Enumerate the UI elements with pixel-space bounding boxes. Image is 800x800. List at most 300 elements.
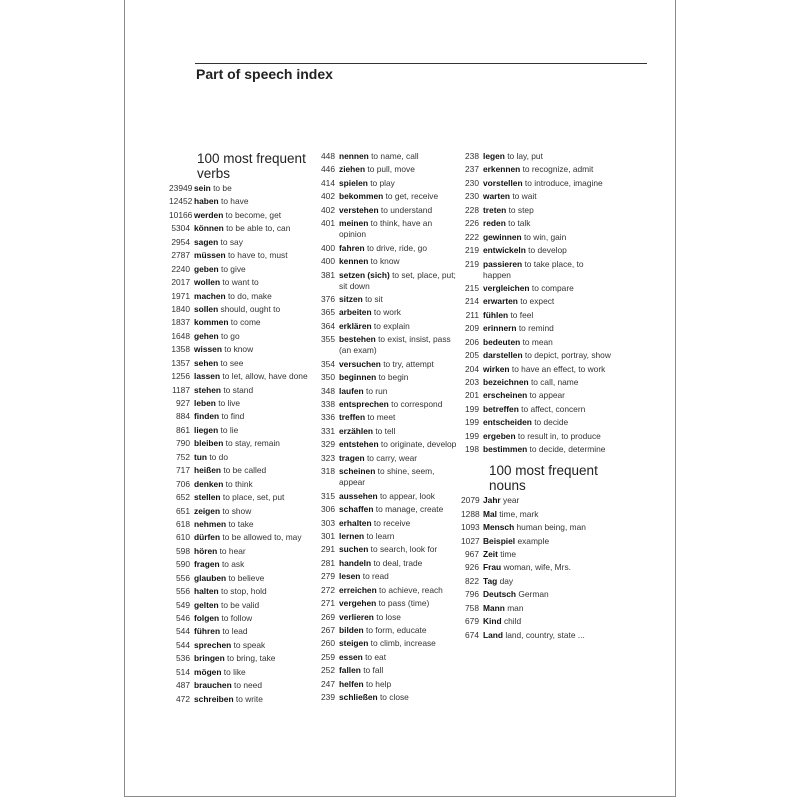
meaning: to close bbox=[379, 692, 409, 703]
frequency-rank: 1027 bbox=[461, 535, 480, 546]
index-entry bbox=[317, 256, 461, 267]
index-entry bbox=[461, 589, 611, 600]
index-entry bbox=[317, 294, 461, 305]
frequency-rank: 1357 bbox=[171, 357, 190, 368]
frequency-rank: 796 bbox=[465, 589, 479, 600]
index-entry bbox=[169, 546, 317, 557]
headword: schreiben bbox=[194, 693, 234, 704]
meaning: to remind bbox=[518, 323, 554, 334]
entry-definition bbox=[339, 256, 461, 267]
frequency-rank: 209 bbox=[465, 323, 479, 334]
entry-definition bbox=[339, 243, 461, 254]
headword: lesen bbox=[339, 571, 361, 582]
meaning: should, ought to bbox=[220, 303, 281, 314]
index-entry bbox=[169, 385, 317, 396]
entry-definition bbox=[194, 573, 317, 584]
entry-definition bbox=[339, 372, 461, 383]
headword: bringen bbox=[194, 653, 225, 664]
entry-definition bbox=[194, 613, 317, 624]
headword: betreffen bbox=[483, 403, 519, 414]
frequency-rank: 215 bbox=[465, 282, 479, 293]
frequency-rank: 23949 bbox=[169, 183, 193, 193]
frequency-rank: 1971 bbox=[171, 290, 190, 301]
meaning: to begin bbox=[378, 372, 409, 383]
verb-list-3 bbox=[461, 151, 611, 455]
index-entry bbox=[461, 549, 611, 560]
frequency-rank: 2079 bbox=[461, 495, 480, 506]
frequency-rank: 271 bbox=[321, 598, 335, 609]
headword: essen bbox=[339, 651, 363, 662]
headword: erhalten bbox=[339, 517, 372, 528]
meaning: to come bbox=[230, 317, 261, 328]
verb-list-2 bbox=[317, 151, 461, 703]
headword: denken bbox=[194, 478, 224, 489]
headword: aussehen bbox=[339, 490, 378, 501]
headword: werden bbox=[194, 209, 224, 220]
meaning: to name, call bbox=[371, 151, 419, 161]
frequency-rank: 926 bbox=[465, 562, 479, 573]
meaning: child bbox=[503, 616, 522, 627]
index-entry bbox=[461, 364, 611, 375]
frequency-rank: 544 bbox=[176, 639, 190, 650]
entry-definition bbox=[339, 270, 461, 292]
headword: sprechen bbox=[194, 639, 232, 650]
column-3 bbox=[461, 151, 611, 643]
entry-definition bbox=[194, 479, 317, 490]
entry-definition bbox=[339, 178, 461, 189]
entry-definition bbox=[194, 398, 317, 409]
headword: fahren bbox=[339, 242, 365, 253]
meaning: to appear, look bbox=[379, 490, 435, 501]
headword: hören bbox=[194, 545, 218, 556]
meaning: to ask bbox=[221, 559, 245, 570]
frequency-rank: 219 bbox=[465, 245, 479, 256]
meaning: to pass (time) bbox=[378, 598, 430, 609]
meaning: to pull, move bbox=[367, 164, 415, 175]
frequency-rank: 205 bbox=[465, 350, 479, 361]
entry-definition bbox=[339, 558, 461, 569]
headword: stellen bbox=[194, 492, 221, 503]
headword: Tag bbox=[483, 575, 498, 586]
index-entry bbox=[169, 344, 317, 355]
frequency-rank: 400 bbox=[321, 256, 335, 267]
entry-definition bbox=[339, 218, 461, 240]
headword: wissen bbox=[194, 344, 222, 355]
index-entry bbox=[317, 638, 461, 649]
headword: fühlen bbox=[483, 309, 509, 320]
headword: halten bbox=[194, 586, 219, 597]
frequency-rank: 199 bbox=[465, 417, 479, 428]
meaning: to understand bbox=[380, 204, 433, 215]
meaning: to manage, create bbox=[375, 504, 444, 515]
entry-definition bbox=[483, 283, 611, 294]
meaning: to decide bbox=[534, 417, 569, 428]
index-entry bbox=[461, 232, 611, 243]
frequency-rank: 355 bbox=[321, 334, 335, 345]
entry-definition bbox=[339, 665, 461, 676]
headword: tun bbox=[194, 451, 208, 462]
index-entry bbox=[169, 277, 317, 288]
headword: führen bbox=[194, 626, 221, 637]
index-entry bbox=[169, 667, 317, 678]
headword: erwarten bbox=[483, 296, 518, 307]
entry-definition bbox=[483, 364, 611, 375]
entry-definition bbox=[194, 291, 317, 302]
meaning: example bbox=[517, 535, 550, 546]
headword: bestimmen bbox=[483, 444, 528, 455]
meaning: to be valid bbox=[221, 599, 260, 610]
entry-definition bbox=[194, 223, 317, 234]
meaning: to search, look for bbox=[370, 544, 438, 555]
index-entry bbox=[169, 371, 317, 382]
entry-definition bbox=[194, 653, 317, 664]
index-entry bbox=[169, 680, 317, 691]
frequency-rank: 1288 bbox=[461, 508, 480, 519]
headword: nehmen bbox=[194, 518, 227, 529]
index-entry bbox=[461, 417, 611, 428]
frequency-rank: 260 bbox=[321, 638, 335, 649]
meaning: to stop, hold bbox=[221, 586, 267, 597]
headword: Mal bbox=[483, 508, 497, 519]
headword: Mann bbox=[483, 602, 505, 613]
entry-definition bbox=[194, 452, 317, 463]
meaning: to like bbox=[223, 666, 246, 677]
index-entry bbox=[317, 439, 461, 450]
index-entry bbox=[317, 386, 461, 397]
headword: finden bbox=[194, 411, 220, 422]
index-entry bbox=[317, 412, 461, 423]
entry-definition bbox=[483, 337, 611, 348]
frequency-rank: 674 bbox=[465, 629, 479, 640]
frequency-rank: 2017 bbox=[171, 277, 190, 288]
frequency-rank: 306 bbox=[321, 504, 335, 515]
index-entry bbox=[169, 304, 317, 315]
frequency-rank: 338 bbox=[321, 399, 335, 409]
entry-definition bbox=[194, 626, 317, 637]
headword: fallen bbox=[339, 665, 361, 676]
meaning: to bring, take bbox=[227, 653, 276, 664]
entry-definition bbox=[483, 296, 611, 307]
index-entry bbox=[169, 411, 317, 422]
frequency-rank: 549 bbox=[176, 599, 190, 610]
index-entry bbox=[461, 296, 611, 307]
entry-definition bbox=[194, 600, 317, 611]
headword: gehen bbox=[194, 330, 219, 341]
entry-definition bbox=[339, 679, 461, 690]
entry-definition bbox=[194, 519, 317, 530]
frequency-rank: 706 bbox=[176, 478, 190, 489]
meaning: German bbox=[518, 589, 549, 600]
frequency-rank: 252 bbox=[321, 665, 335, 676]
meaning: to wait bbox=[512, 191, 537, 202]
headword: Mensch bbox=[483, 522, 515, 533]
entry-definition bbox=[194, 317, 317, 328]
meaning: to meet bbox=[367, 412, 396, 423]
headword: darstellen bbox=[483, 350, 523, 361]
frequency-rank: 556 bbox=[176, 572, 190, 583]
index-entry bbox=[317, 399, 461, 410]
frequency-rank: 237 bbox=[465, 164, 479, 175]
frequency-rank: 350 bbox=[321, 372, 335, 383]
frequency-rank: 348 bbox=[321, 385, 335, 396]
entry-definition bbox=[194, 640, 317, 651]
entry-definition bbox=[194, 411, 317, 422]
headword: laufen bbox=[339, 385, 364, 396]
index-entry bbox=[317, 453, 461, 464]
index-entry bbox=[461, 323, 611, 334]
meaning: to deal, trade bbox=[373, 557, 423, 568]
index-entry bbox=[461, 495, 611, 506]
meaning: to follow bbox=[221, 613, 253, 623]
frequency-rank: 198 bbox=[465, 444, 479, 455]
meaning: to eat bbox=[365, 651, 387, 662]
headword: erzählen bbox=[339, 425, 373, 436]
meaning: to carry, wear bbox=[366, 452, 418, 463]
index-entry bbox=[317, 692, 461, 703]
index-entry bbox=[169, 492, 317, 503]
frequency-rank: 487 bbox=[176, 680, 190, 691]
meaning: to climb, increase bbox=[370, 638, 436, 649]
headword: scheinen bbox=[339, 466, 376, 477]
index-entry bbox=[317, 426, 461, 437]
entry-definition bbox=[483, 431, 611, 442]
entry-definition bbox=[483, 603, 611, 614]
headword: zeigen bbox=[194, 505, 221, 516]
entry-definition bbox=[339, 652, 461, 663]
entry-definition bbox=[483, 205, 611, 216]
entry-definition bbox=[339, 491, 461, 502]
frequency-rank: 239 bbox=[321, 692, 335, 703]
headword: heißen bbox=[194, 465, 221, 476]
entry-definition bbox=[339, 151, 461, 162]
headword: sitzen bbox=[339, 293, 363, 304]
meaning: to speak bbox=[233, 639, 266, 650]
headword: vorstellen bbox=[483, 177, 523, 188]
headword: entwickeln bbox=[483, 245, 526, 256]
index-entry bbox=[461, 509, 611, 520]
index-entry bbox=[461, 259, 611, 281]
entry-definition bbox=[194, 438, 317, 449]
entry-definition bbox=[339, 191, 461, 202]
index-entry bbox=[169, 331, 317, 342]
index-entry bbox=[169, 425, 317, 436]
entry-definition bbox=[339, 334, 461, 356]
entry-definition bbox=[483, 495, 611, 506]
frequency-rank: 536 bbox=[176, 653, 190, 664]
index-entry bbox=[169, 317, 317, 328]
frequency-rank: 315 bbox=[321, 490, 335, 501]
index-entry bbox=[317, 625, 461, 636]
entry-definition bbox=[339, 399, 461, 410]
index-entry bbox=[317, 270, 461, 292]
index-entry bbox=[461, 164, 611, 175]
entry-definition bbox=[483, 245, 611, 256]
entry-definition bbox=[483, 310, 611, 321]
meaning: to play bbox=[370, 177, 395, 188]
frequency-rank: 610 bbox=[176, 532, 190, 543]
frequency-rank: 598 bbox=[176, 545, 190, 556]
index-entry bbox=[317, 164, 461, 175]
entry-definition bbox=[483, 522, 611, 533]
entry-definition bbox=[483, 549, 611, 560]
meaning: to introduce, imagine bbox=[524, 177, 603, 188]
index-entry bbox=[169, 640, 317, 651]
meaning: to become, get bbox=[225, 209, 282, 220]
meaning: to want to bbox=[222, 277, 259, 288]
column-2 bbox=[317, 151, 461, 706]
entry-definition bbox=[194, 559, 317, 570]
entry-definition bbox=[194, 196, 317, 207]
meaning: to drive, ride, go bbox=[366, 242, 427, 253]
frequency-rank: 269 bbox=[321, 611, 335, 622]
frequency-rank: 2954 bbox=[171, 236, 190, 247]
entry-definition bbox=[483, 630, 611, 641]
headword: sehen bbox=[194, 357, 219, 368]
headword: können bbox=[194, 223, 224, 234]
frequency-rank: 329 bbox=[321, 439, 335, 450]
headword: bezeichnen bbox=[483, 377, 529, 387]
frequency-rank: 230 bbox=[465, 191, 479, 202]
entry-definition bbox=[194, 694, 317, 705]
frequency-rank: 354 bbox=[321, 358, 335, 369]
headword: bestehen bbox=[339, 334, 376, 345]
meaning: to have to, must bbox=[227, 250, 288, 261]
verbs-heading: 100 most frequent verbs bbox=[197, 151, 306, 181]
entry-definition bbox=[339, 426, 461, 437]
index-entry bbox=[169, 210, 317, 221]
meaning: to be bbox=[213, 183, 232, 193]
headword: entstehen bbox=[339, 439, 379, 450]
index-entry bbox=[317, 321, 461, 332]
index-entry bbox=[169, 653, 317, 664]
meaning: to find bbox=[221, 411, 245, 422]
headword: vergleichen bbox=[483, 282, 530, 293]
index-entry bbox=[317, 359, 461, 370]
entry-definition bbox=[483, 536, 611, 547]
headword: dürfen bbox=[194, 532, 221, 543]
meaning: to form, educate bbox=[366, 625, 427, 635]
index-entry bbox=[461, 630, 611, 641]
headword: Deutsch bbox=[483, 589, 517, 600]
headword: handeln bbox=[339, 557, 372, 568]
frequency-rank: 365 bbox=[321, 307, 335, 318]
headword: mögen bbox=[194, 666, 222, 677]
meaning: to lie bbox=[220, 424, 239, 435]
index-entry bbox=[169, 586, 317, 597]
headword: Jahr bbox=[483, 495, 501, 506]
headword: schaffen bbox=[339, 504, 374, 515]
meaning: day bbox=[499, 575, 514, 586]
frequency-rank: 10166 bbox=[169, 209, 193, 220]
headword: beginnen bbox=[339, 372, 377, 383]
headword: steigen bbox=[339, 638, 369, 649]
index-entry bbox=[169, 358, 317, 369]
index-entry bbox=[169, 573, 317, 584]
entry-definition bbox=[194, 532, 317, 543]
entry-definition bbox=[483, 218, 611, 229]
meaning: to explain bbox=[373, 320, 410, 331]
frequency-rank: 679 bbox=[465, 616, 479, 627]
headword: warten bbox=[483, 191, 510, 202]
frequency-rank: 448 bbox=[321, 151, 335, 161]
meaning: to set, place, put; sit down bbox=[339, 269, 456, 291]
headword: fragen bbox=[194, 559, 220, 570]
entry-definition bbox=[194, 492, 317, 503]
frequency-rank: 12452 bbox=[169, 196, 193, 207]
entry-definition bbox=[339, 625, 461, 636]
meaning: to lose bbox=[376, 611, 401, 622]
headword: schließen bbox=[339, 692, 378, 703]
entry-definition bbox=[194, 371, 317, 382]
meaning: to write bbox=[235, 693, 263, 704]
headword: sein bbox=[194, 183, 211, 193]
frequency-rank: 301 bbox=[321, 530, 335, 541]
meaning: woman, wife, Mrs. bbox=[503, 562, 571, 573]
entry-definition bbox=[339, 453, 461, 464]
frequency-rank: 206 bbox=[465, 336, 479, 347]
index-entry bbox=[169, 694, 317, 705]
frequency-rank: 279 bbox=[321, 571, 335, 582]
frequency-rank: 272 bbox=[321, 584, 335, 595]
index-entry bbox=[317, 679, 461, 690]
headword: Beispiel bbox=[483, 535, 516, 546]
entry-definition bbox=[339, 321, 461, 332]
frequency-rank: 222 bbox=[465, 231, 479, 242]
headword: liegen bbox=[194, 424, 219, 435]
headword: passieren bbox=[483, 258, 523, 269]
entry-definition bbox=[339, 638, 461, 649]
meaning: to be called bbox=[223, 465, 267, 476]
index-entry bbox=[317, 307, 461, 318]
entry-definition bbox=[194, 680, 317, 691]
frequency-rank: 199 bbox=[465, 403, 479, 414]
entry-definition bbox=[194, 425, 317, 436]
entry-definition bbox=[194, 506, 317, 517]
headword: treffen bbox=[339, 412, 366, 423]
frequency-rank: 303 bbox=[321, 517, 335, 528]
meaning: to compare bbox=[531, 282, 574, 293]
meaning: to shine, seem, appear bbox=[339, 466, 435, 488]
index-entry bbox=[317, 191, 461, 202]
frequency-rank: 861 bbox=[176, 424, 190, 435]
frequency-rank: 364 bbox=[321, 320, 335, 331]
entry-definition bbox=[483, 259, 611, 281]
headword: kennen bbox=[339, 256, 369, 267]
frequency-rank: 556 bbox=[176, 586, 190, 597]
index-entry bbox=[169, 264, 317, 275]
meaning: to believe bbox=[228, 572, 265, 583]
meaning: human being, man bbox=[516, 522, 586, 533]
meaning: to stand bbox=[223, 384, 254, 395]
frequency-rank: 1358 bbox=[171, 344, 190, 355]
meaning: to know bbox=[224, 344, 254, 355]
headword: kommen bbox=[194, 317, 229, 328]
meaning: to step bbox=[508, 204, 534, 215]
frequency-rank: 230 bbox=[465, 177, 479, 188]
frequency-rank: 238 bbox=[465, 151, 479, 161]
index-entry bbox=[461, 245, 611, 256]
entry-definition bbox=[339, 205, 461, 216]
noun-list bbox=[461, 495, 611, 640]
headword: stehen bbox=[194, 384, 221, 395]
frequency-rank: 2787 bbox=[171, 250, 190, 261]
frequency-rank: 214 bbox=[465, 296, 479, 307]
entry-definition bbox=[483, 178, 611, 189]
headword: bleiben bbox=[194, 438, 224, 449]
headword: versuchen bbox=[339, 358, 381, 369]
headword: lernen bbox=[339, 530, 365, 541]
index-entry bbox=[317, 372, 461, 383]
